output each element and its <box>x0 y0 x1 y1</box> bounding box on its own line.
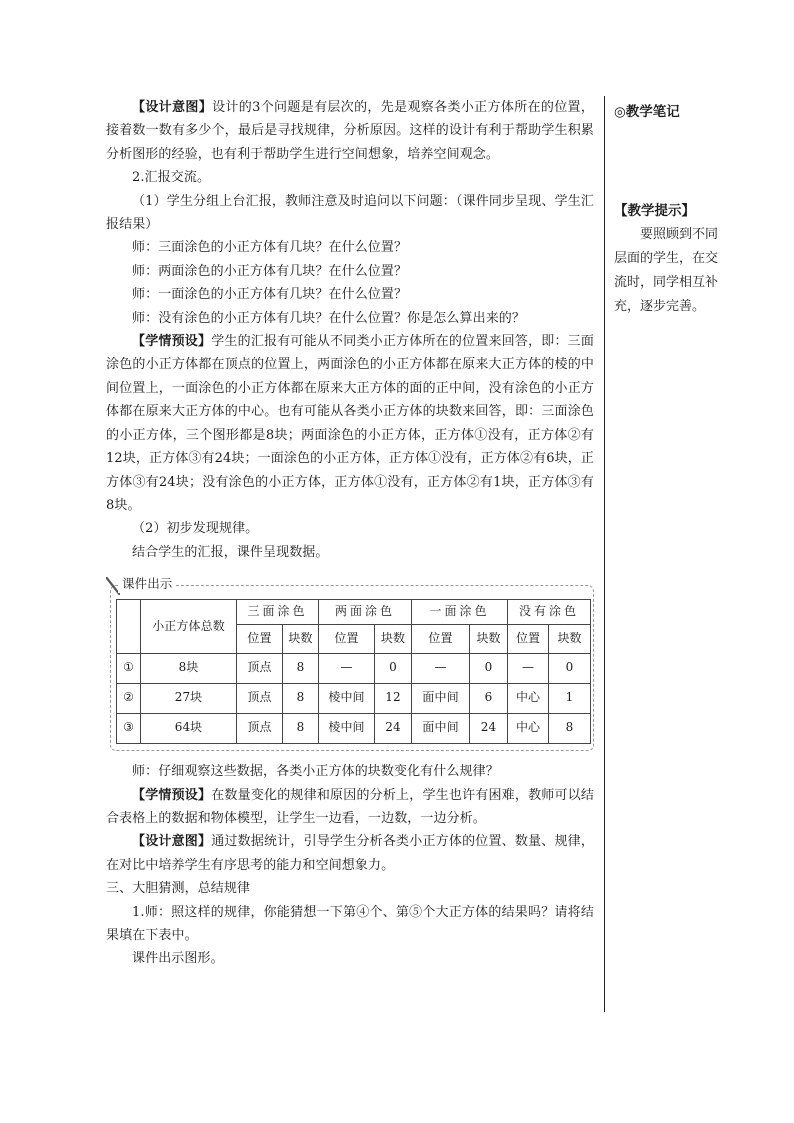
table-row <box>117 683 591 713</box>
design-intent-tag: 【设计意图】 <box>132 100 213 115</box>
group-no-face: 没有涂色 <box>508 600 591 624</box>
question-two-face: 师：两面涂色的小正方体有几块？在什么位置？ <box>132 263 408 279</box>
design-intent-text: 通过数据统计，引导学生分析各类小正方体的位置、数量、规律，在对比中培养学生有序思考的能力和空间想象力。 <box>106 834 594 873</box>
design-intent-tag: 【设计意图】 <box>132 834 212 850</box>
cell: — <box>412 653 470 683</box>
cell: 8 <box>549 713 591 743</box>
courseware-table <box>116 599 591 743</box>
sub-header-position: 位置 <box>508 624 549 653</box>
cell: 0 <box>375 653 412 683</box>
index-header <box>117 600 141 653</box>
student-preview-paragraph <box>106 330 594 517</box>
column-divider <box>604 96 605 1012</box>
cell: 24 <box>375 713 412 743</box>
sub-header-position: 位置 <box>237 624 283 653</box>
main-column <box>106 96 594 971</box>
cell: 顶点 <box>237 653 283 683</box>
cell: 8 <box>283 653 319 683</box>
cell: 面中间 <box>412 713 470 743</box>
side-column <box>614 100 718 319</box>
group-report-paragraph: （1）学生分组上台汇报，教师注意及时追问以下问题：（课件同步呈现、学生汇报结果） <box>106 193 594 233</box>
cell: 顶点 <box>237 713 283 743</box>
question-one-face: 师：一面涂色的小正方体有几块？在什么位置？ <box>132 287 408 303</box>
design-intent-paragraph-2 <box>106 830 594 877</box>
cell: 顶点 <box>237 683 283 713</box>
group-one-face: 一面涂色 <box>412 600 508 624</box>
student-preview-tag: 【学情预设】 <box>132 334 212 350</box>
row-total: 8块 <box>141 653 237 683</box>
table-row <box>117 653 591 683</box>
cell: 8 <box>283 713 319 743</box>
design-intent-paragraph <box>106 96 594 166</box>
row-index: ③ <box>117 713 141 743</box>
show-figure-text: 课件出示图形。 <box>132 951 224 967</box>
group-two-face: 两面涂色 <box>319 600 412 624</box>
sub-header-count: 块数 <box>283 624 319 653</box>
table-row <box>117 713 591 743</box>
sub-header-position: 位置 <box>319 624 375 653</box>
cell: 8 <box>283 683 319 713</box>
total-header: 小正方体总数 <box>141 600 237 653</box>
row-index: ② <box>117 683 141 713</box>
cell: 棱中间 <box>319 683 375 713</box>
teaching-tip-title: 【教学提示】 <box>614 203 695 219</box>
teaching-notes-title: ◎教学笔记 <box>614 104 680 120</box>
cell: — <box>319 653 375 683</box>
cell: 6 <box>470 683 508 713</box>
teaching-tip-text: 要照顾到不同层面的学生，在交流时，同学相互补充，逐步完善。 <box>614 227 719 314</box>
present-data-text: 结合学生的汇报，课件呈现数据。 <box>132 544 329 560</box>
student-preview-tag: 【学情预设】 <box>132 787 212 803</box>
cell: 24 <box>470 713 508 743</box>
cell: 中心 <box>508 713 549 743</box>
design-intent-text: 设计的3个问题是有层次的，先是观察各类小正方体所在的位置，接着数一数有多少个，最后是寻找规律，分析原因。这样的设计有利于帮助学生积累分析图形的经验，也有利于帮助学生进行空间想象，培养空间观念。 <box>106 100 595 162</box>
row-index: ① <box>117 653 141 683</box>
sub-header-count: 块数 <box>375 624 412 653</box>
cell: 棱中间 <box>319 713 375 743</box>
courseware-label: 课件出示 <box>118 575 176 593</box>
guess-question: 1.师：照这样的规律，你能猜想一下第④个、第⑤个大正方体的结果吗？请将结果填在下表中。 <box>106 904 594 943</box>
cell: 面中间 <box>412 683 470 713</box>
step-find-pattern: （2）初步发现规律。 <box>132 521 259 537</box>
cell: 中心 <box>508 683 549 713</box>
question-three-face: 师：三面涂色的小正方体有几块？在什么位置？ <box>132 240 408 256</box>
cell: 0 <box>470 653 508 683</box>
cell: 12 <box>375 683 412 713</box>
sub-header-count: 块数 <box>549 624 591 653</box>
cell: — <box>508 653 549 683</box>
cell: 1 <box>549 683 591 713</box>
cell: 0 <box>549 653 591 683</box>
group-three-face: 三面涂色 <box>237 600 319 624</box>
student-preview-paragraph-2 <box>106 784 594 831</box>
student-preview-text: 在数量变化的规律和原因的分析上，学生也许有困难，教师可以结合表格上的数据和物体模型，让学生一边看，一边数，一边分析。 <box>106 787 594 826</box>
row-total: 27块 <box>141 683 237 713</box>
question-no-face: 师：没有涂色的小正方体有几块？在什么位置？你是怎么算出来的？ <box>132 310 526 326</box>
section-heading: 三、大胆猜测，总结规律 <box>106 881 251 897</box>
observe-question: 师：仔细观察这些数据，各类小正方体的块数变化有什么规律？ <box>132 764 499 780</box>
courseware-box <box>106 575 594 751</box>
sub-header-count: 块数 <box>470 624 508 653</box>
sub-header-position: 位置 <box>412 624 470 653</box>
row-total: 64块 <box>141 713 237 743</box>
student-preview-text: 学生的汇报有可能从不同类小正方体所在的位置来回答，即：三面涂色的小正方体都在顶点的位置上，两面涂色的小正方体都在原来大正方体的棱的中间位置上，一面涂色的小正方体都在原来大正方体的面的正中间，没有涂色的小正方体都在原来大正方体的中心。也有可能从各类小正方体的块数来回答，即：三面涂色的小正方体，三个图形都是8块；两面涂色的小正方体，正方体①没有，正方体②有12块，正方体③有24块；一面涂色的小正方体，正方体①没有，正方体②有6块，正方体③有24块；没有涂色的小正方体，正方体①没有，正方体②有1块，正方体③有8块。 <box>106 334 594 513</box>
step-report: 2.汇报交流。 <box>132 170 211 186</box>
